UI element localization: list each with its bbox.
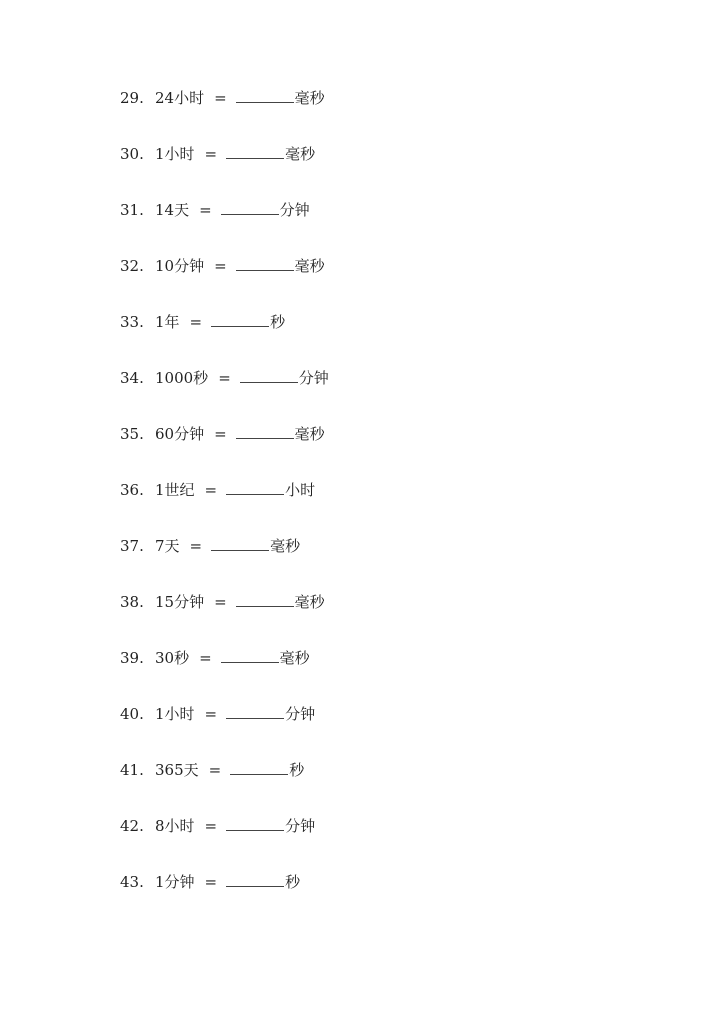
answer-blank[interactable]	[221, 198, 279, 215]
answer-blank[interactable]	[211, 534, 269, 551]
answer-unit: 毫秒	[294, 425, 325, 443]
answer-unit: 毫秒	[279, 649, 310, 667]
question-item	[120, 310, 285, 334]
equals-sign: =	[214, 257, 227, 275]
answer-unit: 秒	[289, 761, 305, 779]
equals-sign: =	[204, 817, 218, 835]
question-item	[120, 646, 310, 670]
answer-unit: 分钟	[298, 369, 329, 387]
answer-blank[interactable]	[230, 758, 288, 775]
question-number: 32.	[120, 257, 144, 275]
answer-blank[interactable]	[221, 646, 279, 663]
question-number: 36.	[120, 481, 144, 499]
question-number: 33.	[120, 313, 144, 331]
question-number: 34.	[120, 369, 144, 387]
question-expression: 365天	[155, 761, 199, 779]
equals-sign: =	[189, 537, 203, 555]
question-item	[120, 478, 315, 502]
equals-sign: =	[204, 145, 218, 163]
answer-blank[interactable]	[226, 478, 284, 495]
equals-sign: =	[204, 705, 218, 723]
question-number: 42.	[120, 817, 144, 835]
question-expression: 1年	[155, 313, 180, 331]
question-expression: 10分钟	[155, 257, 205, 275]
answer-blank[interactable]	[236, 86, 294, 103]
question-expression: 15分钟	[155, 593, 205, 611]
answer-unit: 毫秒	[294, 89, 325, 107]
answer-blank[interactable]	[211, 310, 269, 327]
equals-sign: =	[214, 425, 227, 443]
answer-blank[interactable]	[236, 422, 294, 439]
question-number: 35.	[120, 425, 144, 443]
question-item	[120, 254, 325, 278]
question-item	[120, 590, 325, 614]
question-item	[120, 198, 310, 222]
answer-unit: 小时	[285, 481, 316, 499]
answer-blank[interactable]	[226, 814, 284, 831]
equals-sign: =	[214, 593, 227, 611]
question-number: 37.	[120, 537, 144, 555]
question-number: 41.	[120, 761, 144, 779]
question-item	[120, 422, 325, 446]
question-expression: 30秒	[155, 649, 190, 667]
question-item	[120, 758, 304, 782]
question-expression: 14天	[155, 201, 190, 219]
answer-unit: 分钟	[285, 817, 316, 835]
question-number: 43.	[120, 873, 144, 891]
question-number: 39.	[120, 649, 144, 667]
question-expression: 1分钟	[155, 873, 195, 891]
answer-blank[interactable]	[226, 702, 284, 719]
answer-blank[interactable]	[226, 142, 284, 159]
answer-blank[interactable]	[236, 590, 294, 607]
question-item	[120, 870, 300, 894]
question-number: 38.	[120, 593, 144, 611]
equals-sign: =	[199, 201, 212, 219]
question-expression: 1世纪	[155, 481, 195, 499]
answer-blank[interactable]	[236, 254, 294, 271]
answer-unit: 秒	[270, 313, 286, 331]
question-item	[120, 702, 315, 726]
answer-unit: 毫秒	[294, 593, 325, 611]
answer-unit: 分钟	[285, 705, 316, 723]
answer-unit: 毫秒	[285, 145, 316, 163]
answer-unit: 秒	[285, 873, 301, 891]
question-expression: 1小时	[155, 705, 195, 723]
question-expression: 24小时	[155, 89, 205, 107]
equals-sign: =	[208, 761, 222, 779]
question-expression: 1小时	[155, 145, 195, 163]
equals-sign: =	[189, 313, 203, 331]
question-number: 31.	[120, 201, 144, 219]
answer-unit: 毫秒	[294, 257, 325, 275]
equals-sign: =	[204, 481, 218, 499]
question-item	[120, 142, 315, 166]
equals-sign: =	[214, 89, 227, 107]
question-expression: 1000秒	[155, 369, 209, 387]
question-number: 40.	[120, 705, 144, 723]
answer-blank[interactable]	[226, 870, 284, 887]
question-item	[120, 86, 325, 110]
answer-unit: 毫秒	[270, 537, 301, 555]
equals-sign: =	[218, 369, 231, 387]
question-item	[120, 534, 300, 558]
question-expression: 60分钟	[155, 425, 205, 443]
equals-sign: =	[199, 649, 212, 667]
question-number: 29.	[120, 89, 144, 107]
question-expression: 7天	[155, 537, 180, 555]
question-item	[120, 366, 329, 390]
equals-sign: =	[204, 873, 218, 891]
question-number: 30.	[120, 145, 144, 163]
answer-unit: 分钟	[279, 201, 310, 219]
question-expression: 8小时	[155, 817, 195, 835]
question-item	[120, 814, 315, 838]
answer-blank[interactable]	[240, 366, 298, 383]
